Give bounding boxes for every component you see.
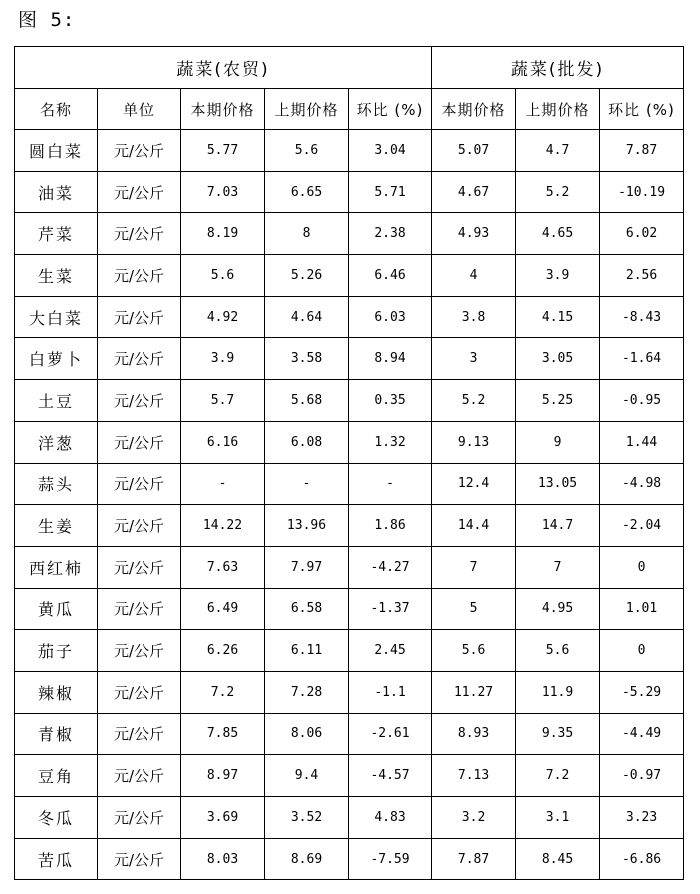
table-row — [15, 671, 684, 713]
cell-wholesale-previous-price: 9 — [516, 421, 600, 463]
cell-wholesale-previous-price: 9.35 — [516, 713, 600, 755]
cell-wholesale-previous-price: 5.2 — [516, 171, 600, 213]
cell-retail-previous-price: 5.26 — [265, 255, 349, 297]
cell-retail-previous-price: 8.69 — [265, 838, 349, 880]
cell-retail-change: 0.35 — [349, 380, 432, 422]
cell-retail-previous-price: 9.4 — [265, 755, 349, 797]
group-header-retail: 蔬菜(农贸) — [15, 47, 432, 89]
cell-retail-change: 2.38 — [349, 213, 432, 255]
cell-wholesale-previous-price: 3.9 — [516, 255, 600, 297]
cell-name: 白萝卜 — [15, 338, 98, 380]
table-row — [15, 630, 684, 672]
cell-unit: 元/公斤 — [98, 213, 181, 255]
cell-wholesale-change: 1.44 — [600, 421, 684, 463]
cell-retail-previous-price: 6.08 — [265, 421, 349, 463]
cell-retail-change: 6.46 — [349, 255, 432, 297]
cell-retail-current-price: 7.03 — [181, 171, 265, 213]
column-header-retail-current-price: 本期价格 — [181, 89, 265, 130]
cell-retail-change: 1.86 — [349, 505, 432, 547]
cell-name: 冬瓜 — [15, 797, 98, 839]
cell-retail-current-price: 7.63 — [181, 546, 265, 588]
cell-unit: 元/公斤 — [98, 505, 181, 547]
column-header-wholesale-previous-price: 上期价格 — [516, 89, 600, 130]
cell-wholesale-change: 7.87 — [600, 130, 684, 172]
cell-retail-change: -2.61 — [349, 713, 432, 755]
table-body — [15, 130, 684, 880]
cell-wholesale-previous-price: 3.1 — [516, 797, 600, 839]
cell-wholesale-current-price: 4.67 — [432, 171, 516, 213]
cell-unit: 元/公斤 — [98, 797, 181, 839]
cell-unit: 元/公斤 — [98, 421, 181, 463]
cell-retail-current-price: 7.2 — [181, 671, 265, 713]
cell-wholesale-current-price: 7.87 — [432, 838, 516, 880]
cell-wholesale-change: -2.04 — [600, 505, 684, 547]
table-row — [15, 130, 684, 172]
cell-wholesale-change: -4.49 — [600, 713, 684, 755]
cell-wholesale-current-price: 3 — [432, 338, 516, 380]
cell-retail-previous-price: 3.58 — [265, 338, 349, 380]
cell-retail-current-price: 6.16 — [181, 421, 265, 463]
cell-name: 芹菜 — [15, 213, 98, 255]
cell-unit: 元/公斤 — [98, 463, 181, 505]
cell-retail-previous-price: 8 — [265, 213, 349, 255]
cell-retail-previous-price: 4.64 — [265, 296, 349, 338]
table-row — [15, 838, 684, 880]
cell-name: 豆角 — [15, 755, 98, 797]
cell-retail-change: 3.04 — [349, 130, 432, 172]
cell-retail-previous-price: 6.65 — [265, 171, 349, 213]
cell-retail-current-price: 8.03 — [181, 838, 265, 880]
cell-wholesale-current-price: 3.8 — [432, 296, 516, 338]
cell-retail-change: -4.57 — [349, 755, 432, 797]
cell-wholesale-current-price: 5.07 — [432, 130, 516, 172]
cell-wholesale-current-price: 8.93 — [432, 713, 516, 755]
cell-retail-change: 4.83 — [349, 797, 432, 839]
cell-name: 油菜 — [15, 171, 98, 213]
cell-retail-previous-price: 5.6 — [265, 130, 349, 172]
cell-unit: 元/公斤 — [98, 255, 181, 297]
cell-unit: 元/公斤 — [98, 171, 181, 213]
cell-retail-current-price: 7.85 — [181, 713, 265, 755]
cell-name: 蒜头 — [15, 463, 98, 505]
cell-wholesale-change: 3.23 — [600, 797, 684, 839]
cell-unit: 元/公斤 — [98, 588, 181, 630]
cell-wholesale-current-price: 4.93 — [432, 213, 516, 255]
cell-wholesale-change: 0 — [600, 546, 684, 588]
cell-wholesale-change: 1.01 — [600, 588, 684, 630]
cell-name: 大白菜 — [15, 296, 98, 338]
cell-wholesale-change: 6.02 — [600, 213, 684, 255]
column-header-unit: 单位 — [98, 89, 181, 130]
cell-unit: 元/公斤 — [98, 671, 181, 713]
cell-retail-previous-price: 8.06 — [265, 713, 349, 755]
cell-name: 圆白菜 — [15, 130, 98, 172]
cell-retail-current-price: 4.92 — [181, 296, 265, 338]
column-header-row — [15, 89, 684, 130]
cell-name: 西红柿 — [15, 546, 98, 588]
cell-retail-previous-price: 7.97 — [265, 546, 349, 588]
cell-unit: 元/公斤 — [98, 838, 181, 880]
cell-retail-previous-price: 3.52 — [265, 797, 349, 839]
cell-wholesale-current-price: 14.4 — [432, 505, 516, 547]
column-header-wholesale-current-price: 本期价格 — [432, 89, 516, 130]
cell-retail-change: 2.45 — [349, 630, 432, 672]
cell-wholesale-previous-price: 5.25 — [516, 380, 600, 422]
cell-wholesale-previous-price: 14.7 — [516, 505, 600, 547]
cell-wholesale-current-price: 4 — [432, 255, 516, 297]
table-row — [15, 546, 684, 588]
cell-wholesale-change: 2.56 — [600, 255, 684, 297]
cell-wholesale-current-price: 7.13 — [432, 755, 516, 797]
cell-retail-change: 6.03 — [349, 296, 432, 338]
cell-wholesale-current-price: 5.2 — [432, 380, 516, 422]
cell-wholesale-current-price: 12.4 — [432, 463, 516, 505]
cell-wholesale-previous-price: 7.2 — [516, 755, 600, 797]
table-row — [15, 296, 684, 338]
cell-wholesale-previous-price: 13.05 — [516, 463, 600, 505]
cell-wholesale-change: -4.98 — [600, 463, 684, 505]
cell-retail-change: 1.32 — [349, 421, 432, 463]
cell-wholesale-change: -5.29 — [600, 671, 684, 713]
vegetable-price-table — [14, 46, 684, 880]
column-header-retail-change: 环比 (%) — [349, 89, 432, 130]
table-row — [15, 255, 684, 297]
table-row — [15, 380, 684, 422]
cell-retail-previous-price: 7.28 — [265, 671, 349, 713]
table-row — [15, 463, 684, 505]
cell-name: 生菜 — [15, 255, 98, 297]
cell-retail-change: 5.71 — [349, 171, 432, 213]
cell-wholesale-change: 0 — [600, 630, 684, 672]
cell-wholesale-change: -0.95 — [600, 380, 684, 422]
cell-retail-current-price: 6.49 — [181, 588, 265, 630]
cell-retail-current-price: 5.77 — [181, 130, 265, 172]
cell-retail-current-price: 14.22 — [181, 505, 265, 547]
cell-unit: 元/公斤 — [98, 630, 181, 672]
table-row — [15, 213, 684, 255]
cell-wholesale-previous-price: 11.9 — [516, 671, 600, 713]
cell-wholesale-current-price: 7 — [432, 546, 516, 588]
cell-retail-change: - — [349, 463, 432, 505]
cell-wholesale-previous-price: 4.65 — [516, 213, 600, 255]
cell-name: 茄子 — [15, 630, 98, 672]
column-header-retail-previous-price: 上期价格 — [265, 89, 349, 130]
cell-wholesale-change: -8.43 — [600, 296, 684, 338]
cell-name: 土豆 — [15, 380, 98, 422]
cell-retail-previous-price: 13.96 — [265, 505, 349, 547]
cell-wholesale-previous-price: 4.7 — [516, 130, 600, 172]
cell-retail-change: -7.59 — [349, 838, 432, 880]
cell-unit: 元/公斤 — [98, 130, 181, 172]
cell-wholesale-current-price: 11.27 — [432, 671, 516, 713]
cell-retail-current-price: 3.69 — [181, 797, 265, 839]
table-row — [15, 505, 684, 547]
cell-wholesale-current-price: 5.6 — [432, 630, 516, 672]
cell-unit: 元/公斤 — [98, 755, 181, 797]
cell-wholesale-previous-price: 3.05 — [516, 338, 600, 380]
cell-wholesale-previous-price: 8.45 — [516, 838, 600, 880]
figure-label: 图 5: — [18, 9, 76, 31]
cell-wholesale-previous-price: 5.6 — [516, 630, 600, 672]
cell-retail-change: -4.27 — [349, 546, 432, 588]
cell-name: 洋葱 — [15, 421, 98, 463]
cell-name: 苦瓜 — [15, 838, 98, 880]
cell-name: 生姜 — [15, 505, 98, 547]
cell-retail-change: -1.1 — [349, 671, 432, 713]
table-row — [15, 588, 684, 630]
group-header-row — [15, 47, 684, 89]
cell-retail-current-price: 6.26 — [181, 630, 265, 672]
column-header-name: 名称 — [15, 89, 98, 130]
cell-wholesale-previous-price: 7 — [516, 546, 600, 588]
cell-unit: 元/公斤 — [98, 713, 181, 755]
cell-retail-previous-price: 5.68 — [265, 380, 349, 422]
cell-wholesale-change: -10.19 — [600, 171, 684, 213]
table-row — [15, 755, 684, 797]
cell-wholesale-change: -1.64 — [600, 338, 684, 380]
cell-wholesale-current-price: 9.13 — [432, 421, 516, 463]
cell-wholesale-change: -0.97 — [600, 755, 684, 797]
table-row — [15, 171, 684, 213]
cell-unit: 元/公斤 — [98, 296, 181, 338]
table-row — [15, 797, 684, 839]
cell-retail-change: -1.37 — [349, 588, 432, 630]
column-header-wholesale-change: 环比 (%) — [600, 89, 684, 130]
cell-retail-previous-price: 6.58 — [265, 588, 349, 630]
cell-retail-previous-price: - — [265, 463, 349, 505]
cell-name: 青椒 — [15, 713, 98, 755]
cell-retail-previous-price: 6.11 — [265, 630, 349, 672]
cell-retail-change: 8.94 — [349, 338, 432, 380]
cell-retail-current-price: - — [181, 463, 265, 505]
cell-wholesale-change: -6.86 — [600, 838, 684, 880]
cell-wholesale-previous-price: 4.15 — [516, 296, 600, 338]
cell-name: 黄瓜 — [15, 588, 98, 630]
cell-unit: 元/公斤 — [98, 546, 181, 588]
table-row — [15, 713, 684, 755]
cell-retail-current-price: 3.9 — [181, 338, 265, 380]
cell-retail-current-price: 5.6 — [181, 255, 265, 297]
table-row — [15, 421, 684, 463]
cell-retail-current-price: 8.97 — [181, 755, 265, 797]
cell-wholesale-current-price: 5 — [432, 588, 516, 630]
cell-retail-current-price: 5.7 — [181, 380, 265, 422]
table-row — [15, 338, 684, 380]
cell-retail-current-price: 8.19 — [181, 213, 265, 255]
group-header-wholesale: 蔬菜(批发) — [432, 47, 684, 89]
cell-unit: 元/公斤 — [98, 380, 181, 422]
cell-wholesale-previous-price: 4.95 — [516, 588, 600, 630]
cell-unit: 元/公斤 — [98, 338, 181, 380]
cell-wholesale-current-price: 3.2 — [432, 797, 516, 839]
cell-name: 辣椒 — [15, 671, 98, 713]
